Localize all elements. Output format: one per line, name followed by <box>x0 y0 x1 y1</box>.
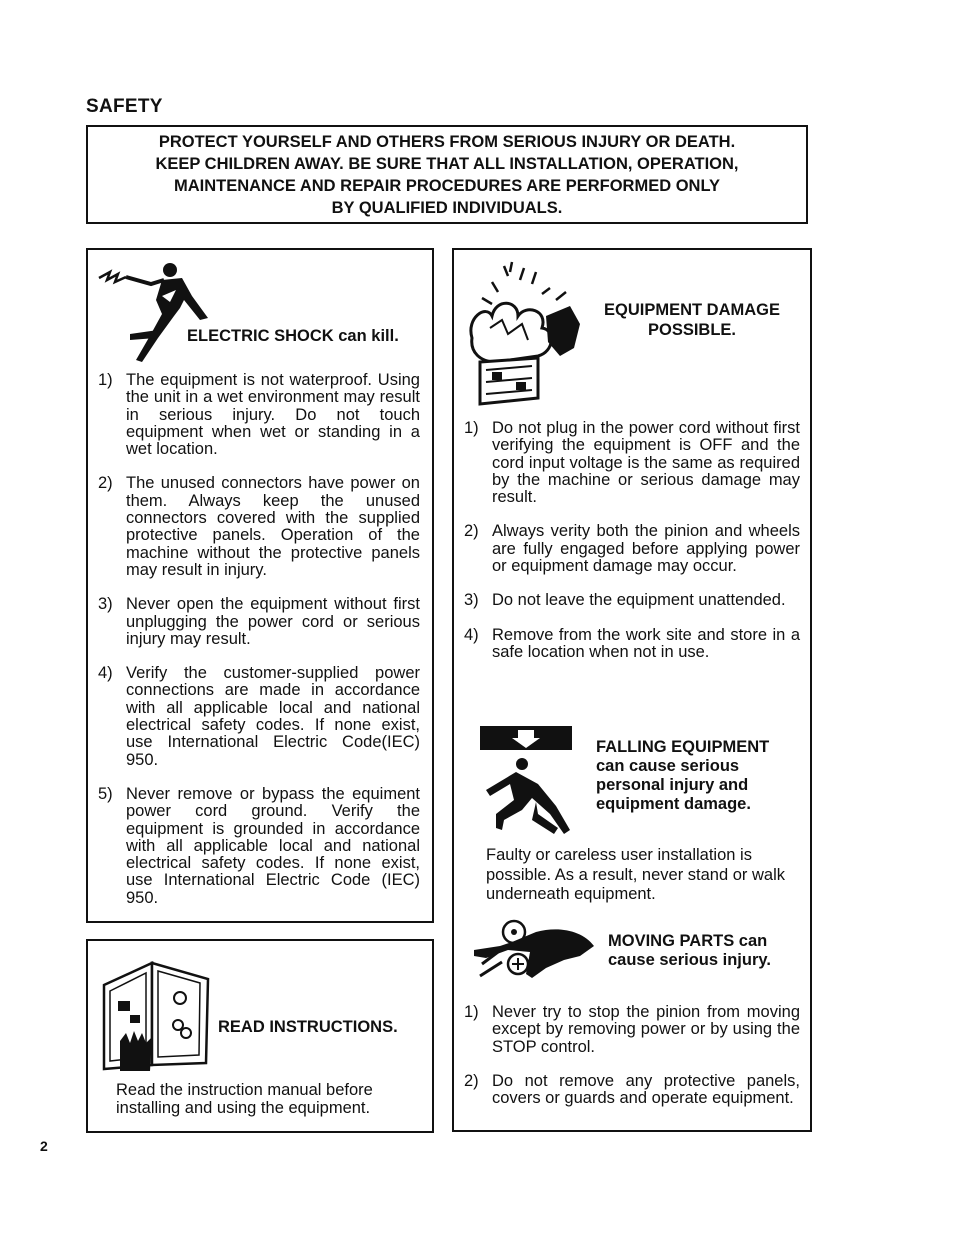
title-line: MOVING PARTS can <box>608 932 768 950</box>
list-item <box>464 523 800 575</box>
list-item-text: The unused connectors have power on them. Always keep the unused connectors covered with the supplied protective panels. Operation of the machine without the protective panels may result in injury. <box>126 474 420 579</box>
list-item-number: 3) <box>464 591 479 610</box>
banner-line: PROTECT YOURSELF AND OTHERS FROM SERIOUS INJURY OR DEATH. <box>158 132 736 151</box>
list-item-number: 3) <box>98 595 113 614</box>
section-title: SAFETY <box>86 96 163 117</box>
list-item-number: 5) <box>98 784 113 803</box>
list-item <box>464 1073 800 1108</box>
manual-book-icon <box>100 953 212 1073</box>
list-item-text: Do not leave the equipment unattended. <box>492 591 786 610</box>
list-item-text: Remove from the work site and store in a safe location when not in use. <box>492 625 800 661</box>
read-instructions-title: READ INSTRUCTIONS. <box>218 1018 398 1036</box>
title-line: POSSIBLE. <box>647 321 737 339</box>
list-item-text: Do not plug in the power cord without first verifying the equipment is OFF and the cord input voltage is the same as required by the machine or serious damage may result. <box>492 419 800 507</box>
list-item <box>98 596 420 648</box>
falling-equipment-icon <box>480 724 576 840</box>
list-item-text: Never remove or bypass the equiment power cord ground. Verify the equipment is grounded in accordance with all applicable local and national electrical safety codes. If none exist, use International Electric Code (IEC) 950. <box>126 784 420 907</box>
title-line: personal injury and <box>596 776 749 794</box>
read-instructions-panel <box>86 939 434 1133</box>
list-item-text: Never open the equipment without first unplugging the power cord or serious injury may result. <box>126 595 420 648</box>
title-line: FALLING EQUIPMENT <box>596 738 770 756</box>
list-item <box>464 592 800 609</box>
list-item <box>98 372 420 458</box>
list-item-number: 4) <box>98 664 113 683</box>
list-item <box>464 420 800 506</box>
equipment-damage-title <box>582 300 802 340</box>
title-line: EQUIPMENT DAMAGE <box>603 301 780 319</box>
electric-shock-panel <box>86 248 434 923</box>
falling-equipment-title <box>596 738 769 814</box>
banner-line: MAINTENANCE AND REPAIR PROCEDURES ARE PERFORMED ONLY <box>173 176 721 195</box>
list-item-text: Verify the customer-supplied power connections are made in accordance with all applicable local and national electrical safety codes. If none exist, use International Electric Code(IEC) 950. <box>126 664 420 769</box>
list-item-text: Do not remove any protective panels, covers or guards and operate equipment. <box>492 1071 800 1108</box>
list-item-number: 4) <box>464 625 479 644</box>
list-item <box>98 665 420 769</box>
list-item-number: 1) <box>98 371 113 389</box>
list-item <box>98 786 420 907</box>
moving-parts-icon <box>472 918 596 988</box>
equipment-damage-list <box>464 420 800 678</box>
list-item <box>464 1004 800 1056</box>
list-item-number: 2) <box>464 522 479 541</box>
banner-line: BY QUALIFIED INDIVIDUALS. <box>331 198 563 217</box>
list-item <box>464 627 800 662</box>
falling-equipment-text: Faulty or careless user installation is possible. As a result, never stand or walk underneath equipment. <box>486 846 785 903</box>
read-instructions-text: Read the instruction manual before installing and using the equipment. <box>116 1081 373 1117</box>
title-line: cause serious injury. <box>608 951 771 969</box>
list-item-number: 2) <box>464 1071 479 1090</box>
electric-shock-title: ELECTRIC SHOCK can kill. <box>187 327 399 345</box>
list-item <box>98 475 420 579</box>
electric-shock-icon <box>96 260 211 365</box>
list-item-text: Always verity both the pinion and wheels are fully engaged before applying power or equipment damage may occur. <box>492 522 800 576</box>
exploding-equipment-icon <box>462 258 582 410</box>
warning-banner <box>86 125 808 224</box>
list-item-text: The equipment is not waterproof. Using the unit in a wet environment may result in serious injury. Do not touch equipment when wet or standing in a wet location. <box>126 371 420 459</box>
list-item-number: 1) <box>464 419 479 437</box>
list-item-text: Never try to stop the pinion from moving except by removing power or by using the STOP control. <box>492 1003 800 1056</box>
title-line: equipment damage. <box>596 795 751 813</box>
page-number: 2 <box>40 1138 48 1154</box>
list-item-number: 1) <box>464 1003 479 1021</box>
equipment-safety-panel <box>452 248 812 1132</box>
banner-line: KEEP CHILDREN AWAY. BE SURE THAT ALL INSTALLATION, OPERATION, <box>155 154 739 173</box>
list-item-number: 2) <box>98 474 113 493</box>
electric-shock-list <box>98 372 420 924</box>
moving-parts-title <box>608 932 771 970</box>
title-line: can cause serious <box>596 757 740 775</box>
moving-parts-list <box>464 1004 800 1124</box>
